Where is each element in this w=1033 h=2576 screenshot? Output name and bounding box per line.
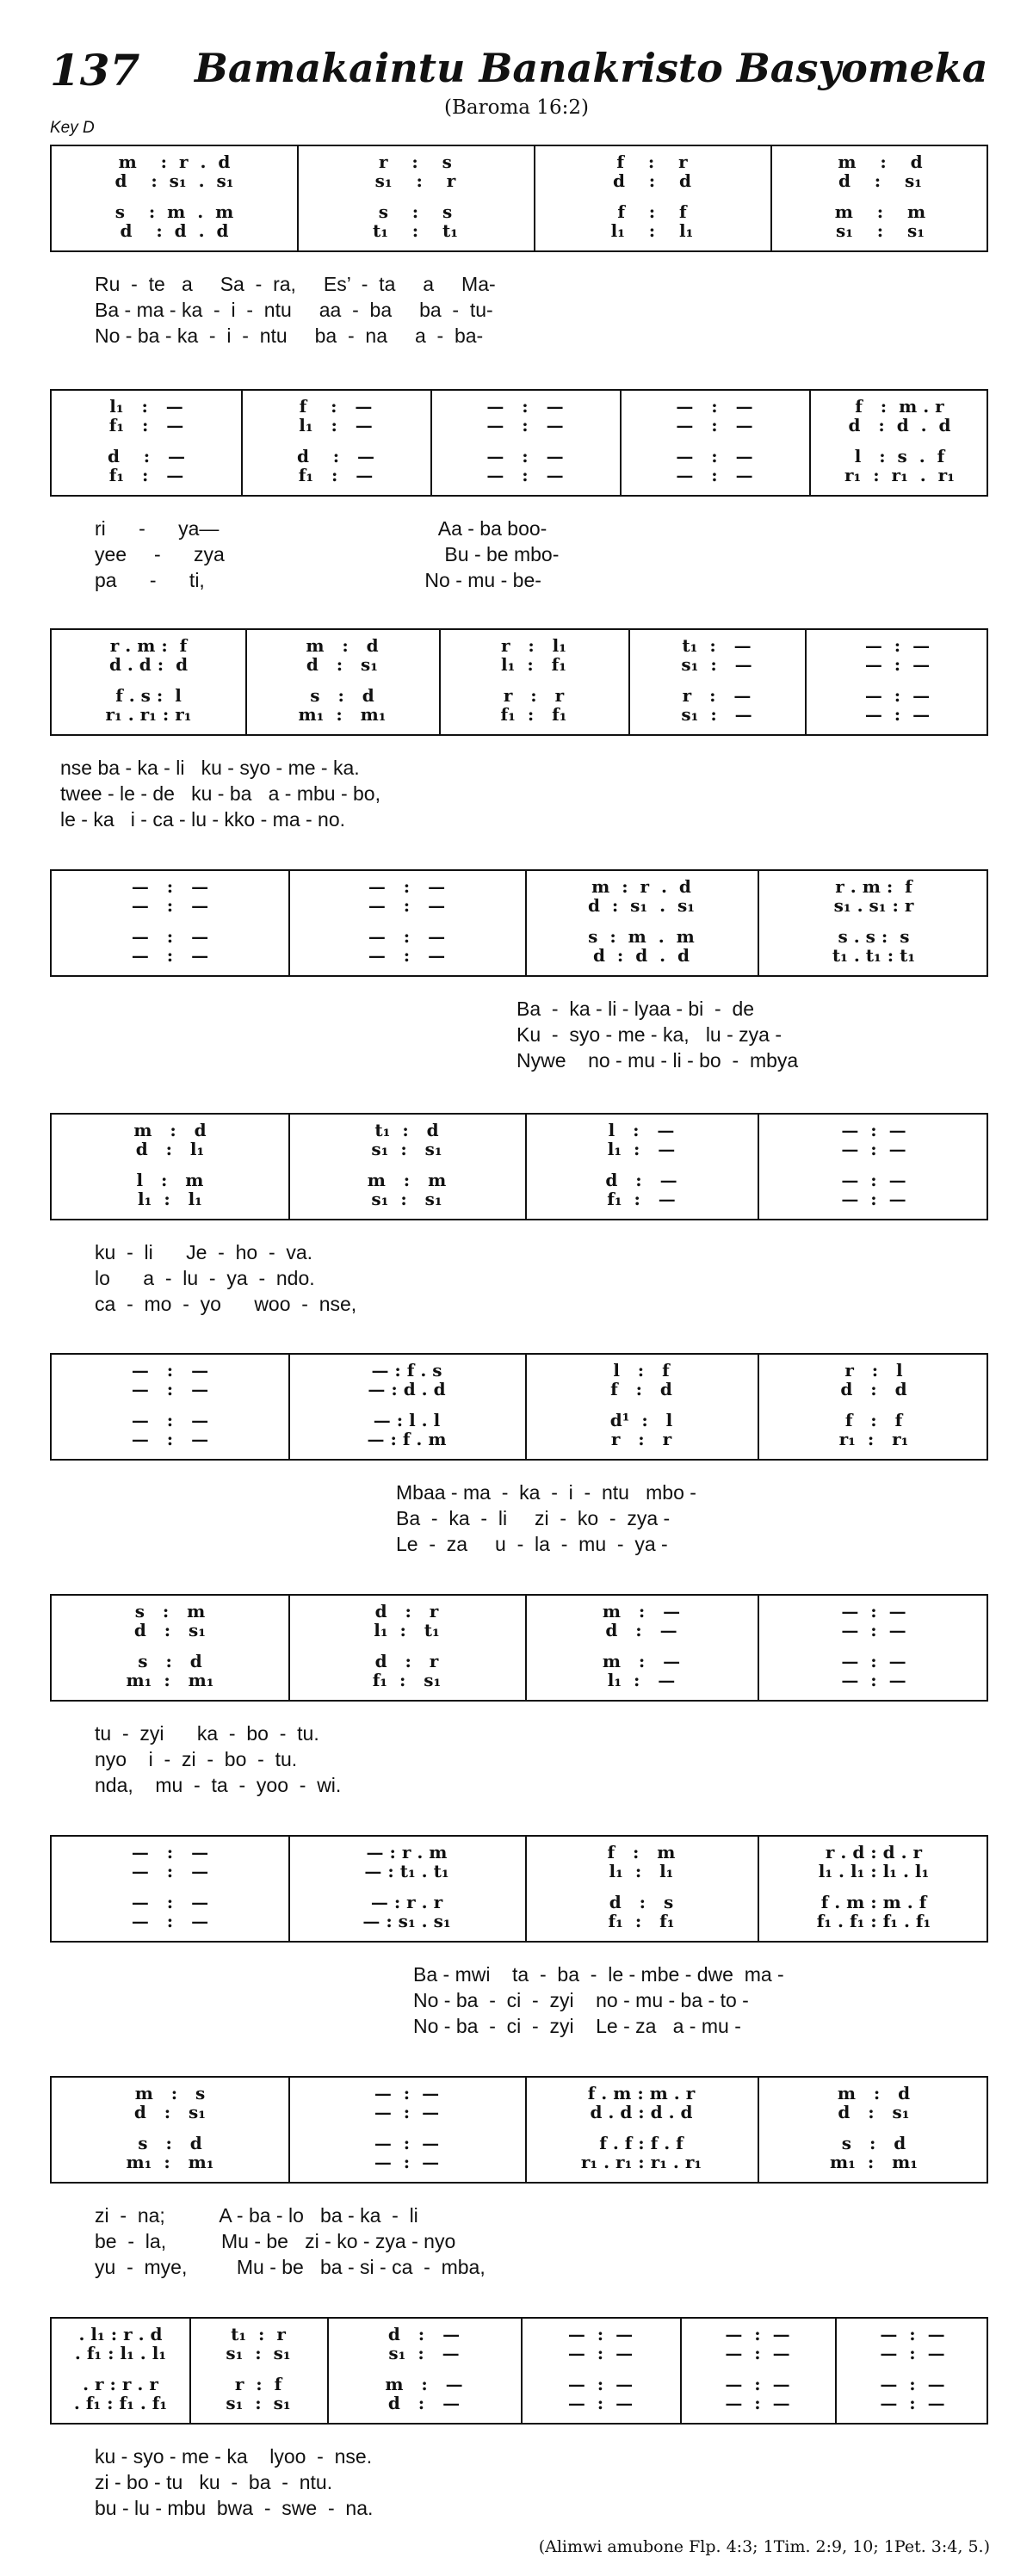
solfa-part-3: — : —: [131, 1410, 209, 1430]
solfa-part-3: r : f: [234, 2374, 282, 2394]
solfa-part-3: m : —: [602, 1651, 681, 1671]
solfa-staff: [50, 1835, 988, 1943]
solfa-part-2: s₁ : —: [681, 654, 752, 675]
solfa-part-1: — : f . s: [371, 1360, 442, 1381]
hymn-title: Bamakaintu Banakristo Basyomeka: [195, 45, 988, 91]
solfa-part-3: m : m: [367, 1170, 447, 1190]
solfa-part-2: d : s₁: [133, 1620, 207, 1640]
solfa-part-2: f : d: [610, 1379, 672, 1399]
solfa-part-1: — : —: [725, 2324, 790, 2344]
solfa-part-2: s₁ : r: [374, 170, 456, 191]
solfa-part-2: s₁ : s₁: [226, 2343, 291, 2363]
solfa-part-3: f : f: [844, 1410, 903, 1430]
solfa-part-4: d : d . d: [120, 220, 229, 241]
solfa-part-1: — : —: [131, 876, 209, 897]
solfa-part-1: d : —: [387, 2324, 461, 2344]
solfa-part-1: t₁ : —: [682, 635, 752, 656]
lyric-line-verse-2: twee - le - de ku - ba a - mbu - bo,: [60, 782, 380, 805]
solfa-part-3: f . s : l: [115, 685, 182, 706]
solfa-part-4: — : —: [676, 465, 753, 485]
solfa-part-3: s : d: [138, 1651, 202, 1671]
solfa-part-4: r₁ . r₁ : r₁: [105, 704, 192, 725]
lyric-line-verse-2: No - ba - ci - zyi no - mu - ba - to -: [413, 1989, 749, 2011]
solfa-part-3: f . f : f . f: [599, 2133, 684, 2153]
solfa-staff: [50, 869, 988, 977]
solfa-part-1: — : r . m: [366, 1842, 448, 1863]
lyric-line-verse-3: ca - mo - yo woo - nse,: [95, 1293, 357, 1315]
solfa-part-2: — : —: [676, 415, 753, 436]
solfa-part-1: f : m: [607, 1842, 676, 1863]
solfa-staff: [50, 2076, 988, 2184]
solfa-part-3: s : m . m: [588, 926, 695, 947]
solfa-part-1: — : —: [131, 1360, 209, 1381]
solfa-part-2: l₁ : f₁: [501, 654, 566, 675]
lyric-line-verse-2: Ba - ma - ka - i - ntu aa - ba ba - tu-: [95, 299, 493, 321]
solfa-part-1: d : r: [374, 1601, 439, 1622]
solfa-part-4: — : —: [131, 1911, 209, 1931]
solfa-part-4: t₁ : t₁: [372, 220, 459, 241]
key-signature: Key D: [50, 119, 95, 137]
solfa-part-1: — : —: [864, 635, 931, 656]
solfa-part-2: — : d . d: [368, 1379, 446, 1399]
solfa-part-2: d : s₁: [306, 654, 379, 675]
solfa-part-2: d : d . d: [848, 415, 951, 436]
solfa-part-4: l₁ : l₁: [138, 1189, 202, 1209]
solfa-part-3: s : d: [138, 2133, 202, 2153]
solfa-part-2: l₁ : l₁: [609, 1861, 674, 1881]
solfa-part-3: d : —: [605, 1170, 677, 1190]
solfa-part-2: d : l₁: [135, 1139, 205, 1159]
solfa-part-4: s₁ : s₁: [835, 220, 925, 241]
solfa-staff: [50, 1594, 988, 1702]
solfa-part-2: — : —: [841, 1139, 906, 1159]
solfa-part-1: m : r . d: [591, 876, 691, 897]
solfa-part-3: — : l . l: [373, 1410, 441, 1430]
solfa-staff: [50, 2317, 988, 2425]
solfa-part-3: — : —: [131, 1892, 209, 1912]
solfa-part-2: — : —: [131, 1379, 209, 1399]
solfa-part-1: r : l: [844, 1360, 903, 1381]
lyric-line-verse-2: yee - zya Bu - be mbo-: [95, 543, 560, 565]
solfa-part-1: m : d: [133, 1120, 207, 1140]
solfa-part-3: — : —: [676, 446, 753, 466]
solfa-part-2: — : —: [880, 2343, 945, 2363]
solfa-part-1: m : d: [837, 2083, 911, 2103]
solfa-part-1: — : —: [841, 1601, 906, 1622]
lyric-line-verse-2: Ba - ka - li zi - ko - zya -: [396, 1507, 671, 1529]
solfa-part-1: t₁ : d: [374, 1120, 439, 1140]
hymn-number: 137: [50, 45, 140, 96]
solfa-part-4: f₁ : —: [607, 1189, 676, 1209]
solfa-part-3: d : —: [107, 446, 186, 466]
solfa-part-3: — : r . r: [370, 1892, 443, 1912]
footnote: (Alimwi amubone Flp. 4:3; 1Tim. 2:9, 10; 1Pet. 3:4, 5.): [538, 2537, 990, 2556]
solfa-part-1: f . m : m . r: [587, 2083, 696, 2103]
solfa-part-3: . r : r . r: [83, 2374, 158, 2394]
solfa-part-2: — : —: [374, 2102, 440, 2122]
solfa-part-4: s₁ : s₁: [371, 1189, 442, 1209]
solfa-part-3: — : —: [864, 685, 931, 706]
lyric-line-verse-2: zi - bo - tu ku - ba - ntu.: [95, 2471, 333, 2493]
solfa-part-3: l : m: [136, 1170, 204, 1190]
solfa-part-1: r : s: [379, 151, 452, 172]
solfa-part-3: s . s : s: [838, 926, 910, 947]
solfa-part-4: — : —: [486, 465, 564, 485]
solfa-part-2: — : —: [864, 654, 931, 675]
solfa-part-2: — : —: [841, 1620, 906, 1640]
solfa-part-4: f₁ : f₁: [500, 704, 567, 725]
solfa-part-2: s₁ : —: [388, 2343, 460, 2363]
solfa-part-4: r₁ : r₁: [838, 1429, 909, 1449]
solfa-part-2: d : s₁ . s₁: [114, 170, 234, 191]
solfa-part-2: — : —: [368, 895, 446, 916]
solfa-staff: [50, 389, 988, 497]
solfa-part-3: — : —: [841, 1170, 906, 1190]
solfa-part-2: d : s₁ . s₁: [587, 895, 696, 916]
solfa-part-4: — : —: [131, 945, 209, 966]
solfa-part-2: — : —: [131, 895, 209, 916]
lyric-line-verse-1: ku - li Je - ho - va.: [95, 1241, 313, 1263]
lyric-line-verse-3: No - ba - ka - i - ntu ba - na a - ba-: [95, 324, 484, 347]
solfa-part-2: d : d: [612, 170, 692, 191]
lyric-line-verse-1: Mbaa - ma - ka - i - ntu mbo -: [396, 1481, 696, 1504]
solfa-part-4: f₁ : f₁: [608, 1911, 675, 1931]
solfa-part-4: m₁ : m₁: [298, 704, 387, 725]
solfa-part-4: f₁ : —: [298, 465, 374, 485]
solfa-part-1: m : r . d: [118, 151, 231, 172]
lyric-line-verse-1: nse ba - ka - li ku - syo - me - ka.: [60, 757, 360, 779]
solfa-staff: [50, 1353, 988, 1461]
solfa-part-1: r . m : f: [109, 635, 188, 656]
solfa-part-1: — : —: [841, 1120, 906, 1140]
solfa-part-4: — : —: [864, 704, 931, 725]
solfa-part-3: s : d: [310, 685, 374, 706]
solfa-part-4: d : —: [387, 2393, 461, 2413]
solfa-part-2: — : —: [725, 2343, 790, 2363]
lyric-line-verse-2: Ku - syo - me - ka, lu - zya -: [516, 1023, 782, 1046]
lyric-line-verse-3: pa - ti, No - mu - be-: [95, 569, 541, 591]
solfa-part-4: m₁ : m₁: [126, 1670, 214, 1690]
solfa-part-3: m : m: [834, 201, 926, 222]
solfa-part-2: l₁ . l₁ : l₁ . l₁: [818, 1861, 930, 1881]
solfa-part-4: l₁ : l₁: [610, 220, 694, 241]
solfa-part-3: s : d: [841, 2133, 906, 2153]
solfa-part-2: d . d : d . d: [590, 2102, 693, 2122]
lyric-line-verse-2: lo a - lu - ya - ndo.: [95, 1267, 315, 1289]
solfa-staff: [50, 145, 988, 252]
solfa-part-2: l₁ : t₁: [374, 1620, 440, 1640]
solfa-part-1: r . m : f: [835, 876, 912, 897]
solfa-part-2: d : s₁: [133, 2102, 207, 2122]
solfa-part-1: m : s: [134, 2083, 206, 2103]
solfa-part-1: l₁ : —: [109, 396, 183, 417]
solfa-part-2: d : d: [840, 1379, 907, 1399]
solfa-part-3: d : r: [374, 1651, 439, 1671]
solfa-part-4: — : —: [374, 2152, 440, 2172]
solfa-part-3: — : —: [374, 2133, 440, 2153]
solfa-part-3: f : f: [617, 201, 687, 222]
solfa-part-3: — : —: [841, 1651, 906, 1671]
solfa-part-1: — : —: [676, 396, 753, 417]
lyric-line-verse-1: Ru - te a Sa - ra, Es’ - ta a Ma-: [95, 273, 496, 295]
solfa-part-3: — : —: [725, 2374, 790, 2394]
solfa-part-1: — : —: [368, 876, 446, 897]
solfa-staff: [50, 1113, 988, 1220]
solfa-part-4: f₁ : —: [108, 465, 184, 485]
solfa-part-1: — : —: [486, 396, 564, 417]
solfa-part-4: r₁ : r₁ . r₁: [844, 465, 955, 485]
solfa-part-4: . f₁ : f₁ . f₁: [73, 2393, 168, 2413]
solfa-part-1: f : r: [616, 151, 688, 172]
solfa-part-2: s₁ . s₁ : r: [833, 895, 914, 916]
solfa-part-3: — : —: [567, 2374, 634, 2394]
lyric-line-verse-3: nda, mu - ta - yoo - wi.: [95, 1774, 342, 1796]
solfa-part-3: — : —: [880, 2374, 945, 2394]
solfa-part-4: d : d . d: [592, 945, 690, 966]
solfa-part-1: r . d : d . r: [825, 1842, 923, 1863]
solfa-part-4: — : —: [725, 2393, 790, 2413]
solfa-part-3: r : r: [503, 685, 565, 706]
solfa-part-4: s₁ : —: [681, 704, 752, 725]
solfa-part-4: m₁ : m₁: [829, 2152, 919, 2172]
lyric-line-verse-1: ri - ya— Aa - ba boo-: [95, 517, 547, 540]
solfa-part-1: — : —: [567, 2324, 634, 2344]
solfa-part-1: m : —: [602, 1601, 681, 1622]
solfa-part-2: — : —: [567, 2343, 634, 2363]
lyric-line-verse-3: le - ka i - ca - lu - kko - ma - no.: [60, 808, 346, 831]
solfa-part-4: — : f . m: [367, 1429, 447, 1449]
solfa-part-1: l : f: [613, 1360, 670, 1381]
solfa-part-4: — : s₁ . s₁: [362, 1911, 451, 1931]
solfa-part-3: r : —: [682, 685, 752, 706]
solfa-part-2: d : s₁: [838, 170, 923, 191]
solfa-part-3: s : m . m: [114, 201, 234, 222]
lyric-line-verse-2: be - la, Mu - be zi - ko - zya - nyo: [95, 2230, 456, 2252]
solfa-part-3: — : —: [486, 446, 564, 466]
solfa-part-2: — : t₁ . t₁: [364, 1861, 449, 1881]
solfa-part-4: — : —: [880, 2393, 945, 2413]
solfa-part-2: . f₁ : l₁ . l₁: [74, 2343, 167, 2363]
solfa-part-2: l₁ : —: [299, 415, 373, 436]
solfa-part-1: s : m: [134, 1601, 206, 1622]
solfa-part-2: l₁ : —: [607, 1139, 676, 1159]
lyric-line-verse-1: Ba - ka - li - lyaa - bi - de: [516, 998, 755, 1020]
lyric-line-verse-3: No - ba - ci - zyi Le - za a - mu -: [413, 2015, 741, 2037]
lyric-line-verse-1: Ba - mwi ta - ba - le - mbe - dwe ma -: [413, 1963, 784, 1986]
solfa-part-1: r : l₁: [500, 635, 567, 656]
solfa-part-1: m : d: [306, 635, 379, 656]
solfa-part-1: — : —: [131, 1842, 209, 1863]
lyric-line-verse-1: zi - na; A - ba - lo ba - ka - li: [95, 2204, 418, 2227]
solfa-part-1: f : —: [299, 396, 373, 417]
solfa-part-1: . l₁ : r . d: [78, 2324, 163, 2344]
solfa-part-1: f : m . r: [855, 396, 944, 417]
solfa-part-2: s₁ : s₁: [371, 1139, 442, 1159]
solfa-part-3: d : —: [296, 446, 375, 466]
solfa-part-1: t₁ : r: [231, 2324, 286, 2344]
solfa-part-1: — : —: [374, 2083, 440, 2103]
solfa-part-4: r₁ . r₁ : r₁ . r₁: [580, 2152, 702, 2172]
solfa-part-4: m₁ : m₁: [126, 2152, 214, 2172]
solfa-part-4: f₁ . f₁ : f₁ . f₁: [816, 1911, 931, 1931]
solfa-staff: [50, 628, 988, 736]
solfa-part-2: f₁ : —: [108, 415, 184, 436]
lyric-line-verse-2: nyo i - zi - bo - tu.: [95, 1748, 298, 1770]
lyric-line-verse-3: yu - mye, Mu - be ba - si - ca - mba,: [95, 2256, 486, 2278]
solfa-part-3: d : s: [609, 1892, 674, 1912]
solfa-part-4: — : —: [131, 1429, 209, 1449]
solfa-part-3: f . m : m . f: [820, 1892, 927, 1912]
solfa-part-3: l : s . f: [854, 446, 945, 466]
solfa-part-2: d : —: [605, 1620, 677, 1640]
solfa-part-4: — : —: [841, 1670, 906, 1690]
lyric-line-verse-3: Le - za u - la - mu - ya -: [396, 1533, 668, 1555]
lyric-line-verse-3: Nywe no - mu - li - bo - mbya: [516, 1049, 799, 1072]
solfa-part-4: s₁ : s₁: [226, 2393, 291, 2413]
solfa-part-3: s : s: [378, 201, 453, 222]
solfa-part-4: t₁ . t₁ : t₁: [832, 945, 916, 966]
solfa-part-4: r : r: [610, 1429, 672, 1449]
solfa-part-1: m : d: [838, 151, 923, 172]
solfa-part-3: — : —: [368, 926, 446, 947]
solfa-part-3: d¹ : l: [609, 1410, 673, 1430]
solfa-part-3: — : —: [131, 926, 209, 947]
solfa-part-2: d : s₁: [838, 2102, 910, 2122]
solfa-part-2: d . d : d: [108, 654, 189, 675]
lyric-line-verse-3: bu - lu - mbu bwa - swe - na.: [95, 2497, 374, 2519]
solfa-part-4: f₁ : s₁: [372, 1670, 442, 1690]
lyric-line-verse-1: tu - zyi ka - bo - tu.: [95, 1722, 319, 1745]
lyric-line-verse-1: ku - syo - me - ka lyoo - nse.: [95, 2445, 373, 2468]
scripture-reference: (Baroma 16:2): [444, 96, 589, 119]
solfa-part-1: l : —: [608, 1120, 675, 1140]
solfa-part-4: l₁ : —: [607, 1670, 676, 1690]
solfa-part-4: — : —: [841, 1189, 906, 1209]
solfa-part-4: — : —: [368, 945, 446, 966]
solfa-part-1: — : —: [880, 2324, 945, 2344]
solfa-part-3: m : —: [385, 2374, 463, 2394]
solfa-part-2: — : —: [131, 1861, 209, 1881]
solfa-part-4: — : —: [567, 2393, 634, 2413]
solfa-part-2: — : —: [486, 415, 564, 436]
